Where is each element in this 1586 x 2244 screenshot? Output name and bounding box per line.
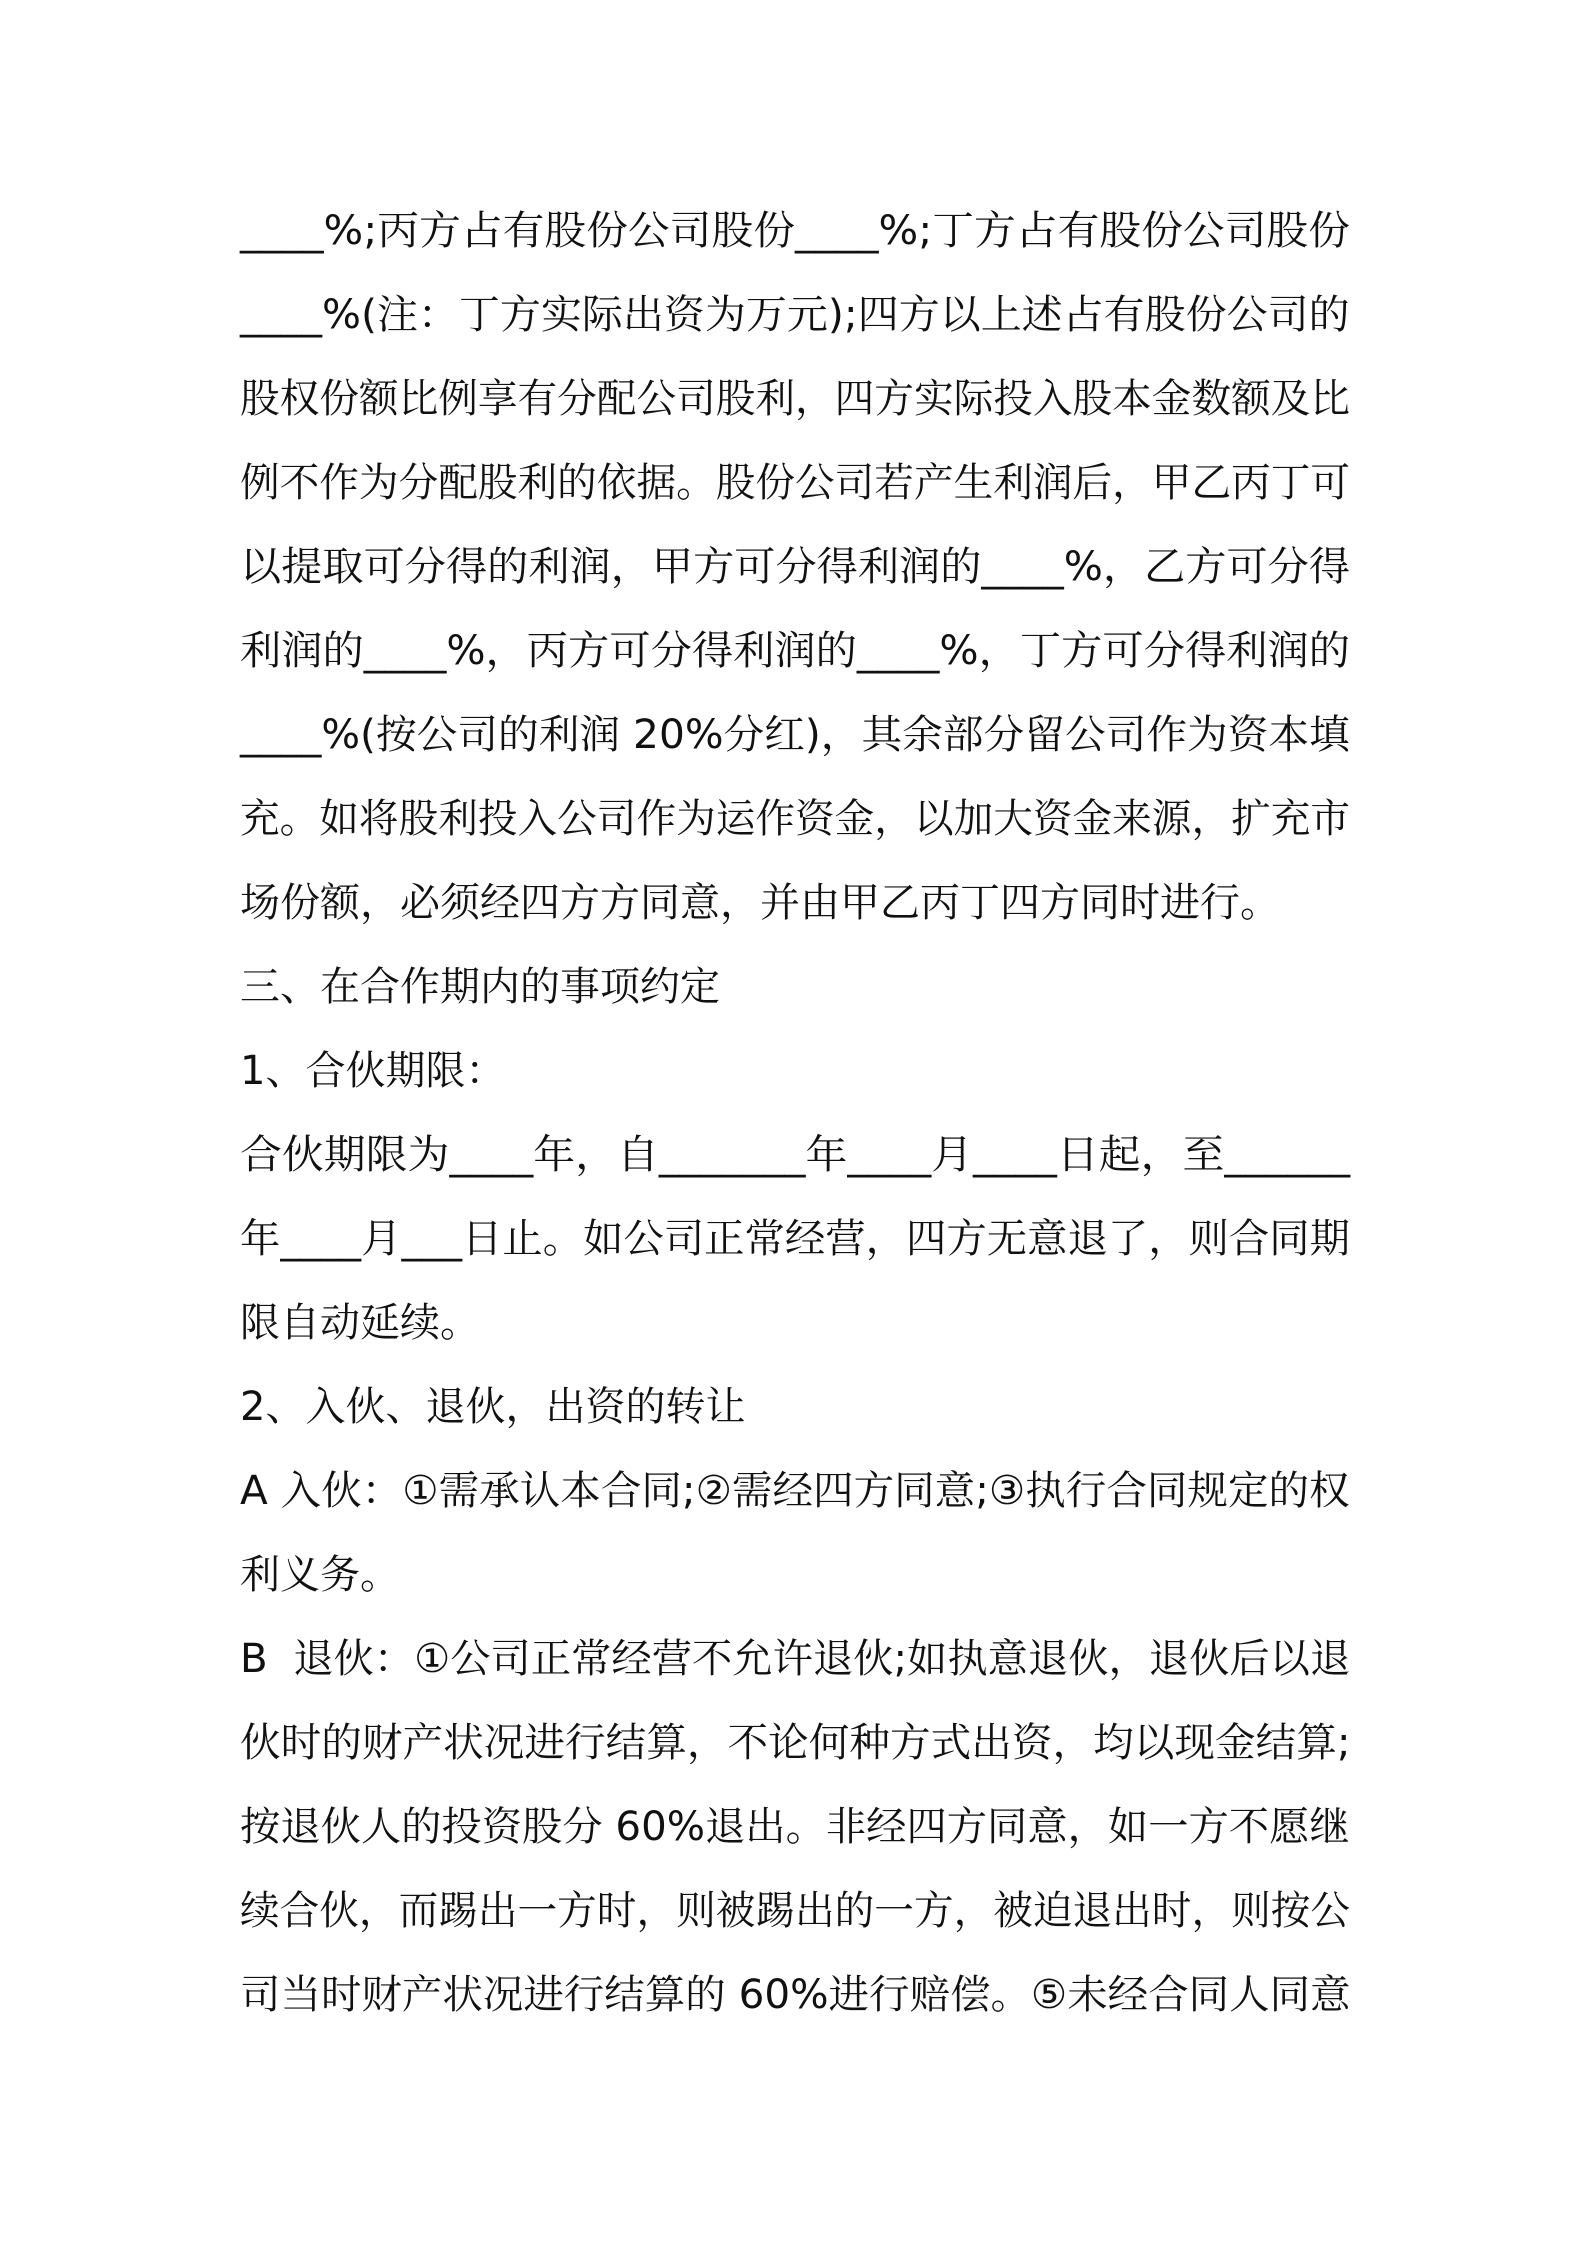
paragraph-line: A 入伙：①需承认本合同;②需经四方同意;③执行合同规定的权: [240, 1468, 1350, 1514]
paragraph-line: 按退伙人的投资股分 60%退出。非经四方同意，如一方不愿继: [240, 1804, 1350, 1850]
paragraph-line: 充。如将股利投入公司作为运作资金，以加大资金来源，扩充市: [240, 796, 1351, 842]
paragraph-line: 利义务。: [240, 1552, 400, 1598]
paragraph-line: 续合伙，而踢出一方时，则被踢出的一方，被迫退出时，则按公: [240, 1888, 1351, 1934]
paragraph-line: ____%;丙方占有股份公司股份____%;丁方占有股份公司股份: [240, 208, 1350, 254]
paragraph-line: ____%(按公司的利润 20%分红)，其余部分留公司作为资本填: [240, 712, 1350, 758]
paragraph-line: B 退伙：①公司正常经营不允许退伙;如执意退伙，退伙后以退: [240, 1636, 1351, 1682]
section-heading: 三、在合作期内的事项约定: [240, 964, 720, 1010]
paragraph-line: 年____月___日止。如公司正常经营，四方无意退了，则合同期: [240, 1216, 1351, 1262]
paragraph-line: 限自动延续。: [240, 1300, 480, 1346]
subsection-heading: 2、入伙、退伙，出资的转让: [240, 1384, 746, 1430]
paragraph-line: 利润的____%，丙方可分得利润的____%，丁方可分得利润的: [240, 628, 1351, 674]
subsection-heading: 1、合伙期限：: [240, 1048, 506, 1094]
paragraph-line: 合伙期限为____年，自_______年____月____日起，至______: [240, 1132, 1351, 1178]
paragraph-line: 例不作为分配股利的依据。股份公司若产生利润后，甲乙丙丁可: [240, 460, 1351, 506]
paragraph-line: ____%(注：丁方实际出资为万元);四方以上述占有股份公司的: [240, 292, 1350, 338]
paragraph-line: 场份额，必须经四方方同意，并由甲乙丙丁四方同时进行。: [240, 880, 1280, 926]
paragraph-line: 以提取可分得的利润，甲方可分得利润的____%，乙方可分得: [240, 544, 1351, 590]
paragraph-line: 司当时财产状况进行结算的 60%进行赔偿。⑤未经合同人同意: [240, 1972, 1351, 2018]
paragraph-line: 股权份额比例享有分配公司股利，四方实际投入股本金数额及比: [240, 376, 1351, 422]
paragraph-line: 伙时的财产状况进行结算，不论何种方式出资，均以现金结算;: [240, 1720, 1351, 1766]
